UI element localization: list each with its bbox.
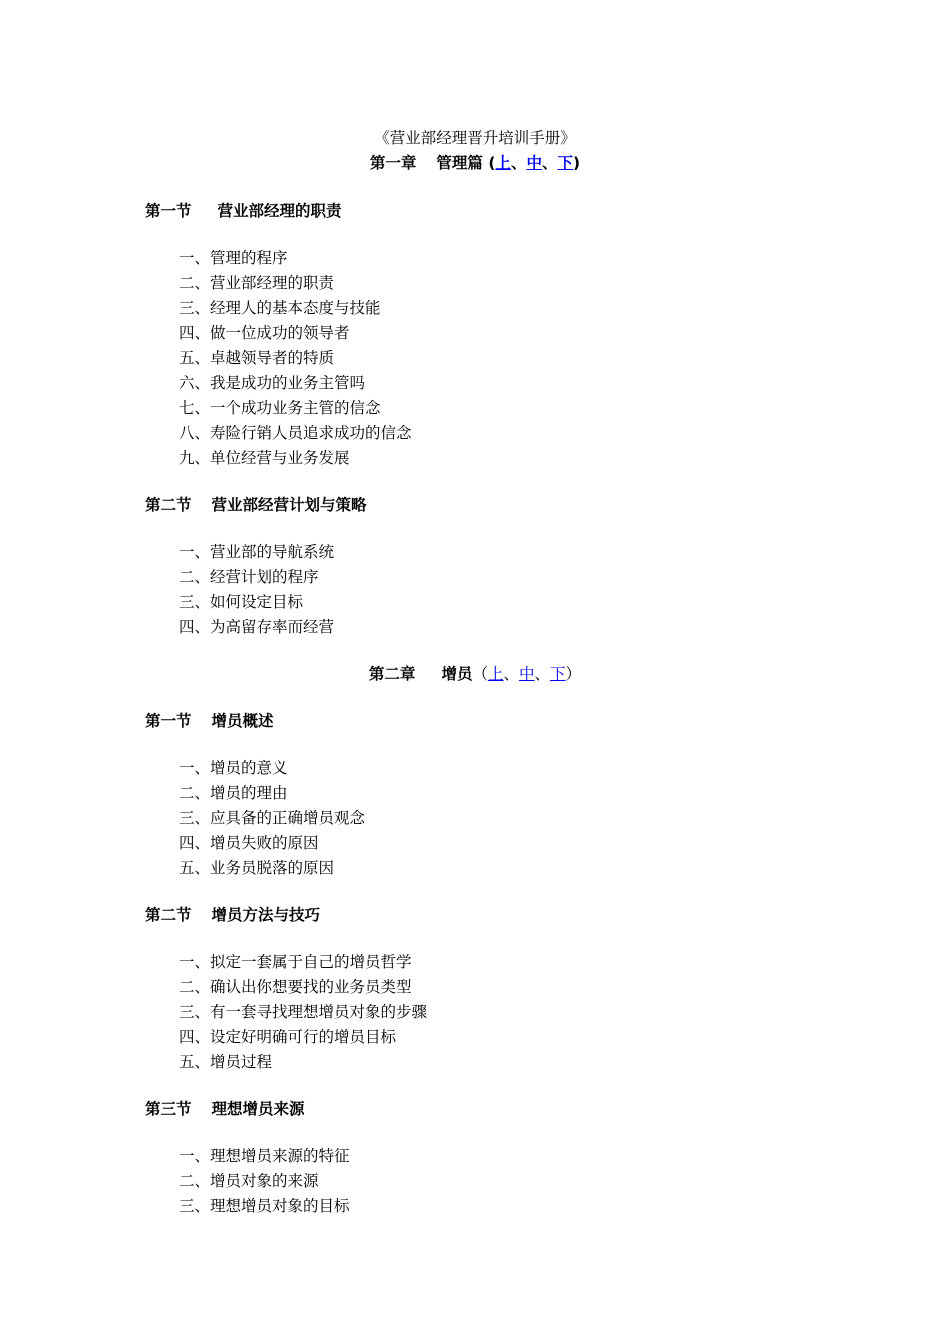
chapter-2-name: 增员	[441, 665, 473, 683]
chapter-2-open-paren: （	[472, 665, 488, 683]
chapter-1-link-part-3[interactable]: 下	[557, 154, 573, 172]
section-label: 第一节	[145, 712, 192, 730]
list-item: 三、理想增员对象的目标	[179, 1197, 350, 1215]
list-item: 一、理想增员来源的特征	[179, 1147, 350, 1165]
chapter-2-close-paren: ）	[565, 665, 582, 683]
chapter-2-heading	[0, 664, 950, 684]
section-label: 第二节	[145, 496, 192, 514]
list-item: 三、如何设定目标	[179, 593, 304, 611]
list-item: 六、我是成功的业务主管吗	[179, 374, 366, 392]
list-item: 一、管理的程序	[179, 249, 288, 267]
list-item: 四、设定好明确可行的增员目标	[179, 1028, 397, 1046]
chapter-1-link-part-2[interactable]: 中	[526, 154, 542, 172]
chapter-2-link-part-2[interactable]: 中	[519, 665, 535, 683]
list-item: 三、应具备的正确增员观念	[179, 809, 366, 827]
list-item: 四、做一位成功的领导者	[179, 324, 350, 342]
section-title: 理想增员来源	[211, 1100, 305, 1118]
chapter-1-open-paren: (	[488, 154, 496, 172]
section-heading	[145, 905, 320, 925]
chapter-1-label: 第一章	[369, 154, 417, 172]
chapter-1-link-part-1[interactable]: 上	[495, 154, 511, 172]
chapter-2-link-separator: 、	[503, 665, 519, 683]
section-title: 营业部经理的职责	[217, 202, 342, 220]
section-heading	[145, 1099, 305, 1119]
list-item: 五、增员过程	[179, 1053, 273, 1071]
list-item: 三、经理人的基本态度与技能	[179, 299, 381, 317]
chapter-1-heading	[0, 153, 950, 173]
list-item: 一、拟定一套属于自己的增员哲学	[179, 953, 412, 971]
chapter-1-link-separator: 、	[541, 154, 558, 172]
list-item: 一、增员的意义	[179, 759, 288, 777]
section-label: 第一节	[145, 202, 192, 220]
chapter-2-link-part-1[interactable]: 上	[487, 665, 504, 683]
list-item: 三、有一套寻找理想增员对象的步骤	[179, 1003, 428, 1021]
section-label: 第二节	[145, 906, 192, 924]
chapter-2-label: 第二章	[368, 665, 416, 683]
list-item: 五、业务员脱落的原因	[179, 859, 335, 877]
section-heading	[145, 201, 342, 221]
section-heading	[145, 711, 274, 731]
chapter-2-link-separator: 、	[534, 665, 551, 683]
list-item: 二、确认出你想要找的业务员类型	[179, 978, 412, 996]
list-item: 七、一个成功业务主管的信念	[179, 399, 381, 417]
chapter-2-link-part-3[interactable]: 下	[550, 665, 566, 683]
list-item: 二、经营计划的程序	[179, 568, 319, 586]
list-item: 五、卓越领导者的特质	[179, 349, 335, 367]
list-item: 八、寿险行销人员追求成功的信念	[179, 424, 412, 442]
list-item: 一、营业部的导航系统	[179, 543, 335, 561]
section-title: 增员概述	[211, 712, 274, 730]
section-title: 营业部经营计划与策略	[211, 496, 367, 514]
section-heading	[145, 495, 367, 515]
list-item: 二、营业部经理的职责	[179, 274, 335, 292]
document-title	[0, 128, 950, 148]
list-item: 四、增员失败的原因	[179, 834, 319, 852]
section-title: 增员方法与技巧	[211, 906, 321, 924]
list-item: 二、增员的理由	[179, 784, 288, 802]
chapter-1-close-paren: )	[573, 154, 581, 172]
list-item: 二、增员对象的来源	[179, 1172, 319, 1190]
list-item: 四、为高留存率而经营	[179, 618, 335, 636]
chapter-1-link-separator: 、	[510, 154, 527, 172]
section-label: 第三节	[145, 1100, 192, 1118]
list-item: 九、单位经营与业务发展	[179, 449, 350, 467]
document-title-text: 《营业部经理晋升培训手册》	[374, 129, 576, 147]
chapter-1-name: 管理篇	[436, 154, 483, 172]
